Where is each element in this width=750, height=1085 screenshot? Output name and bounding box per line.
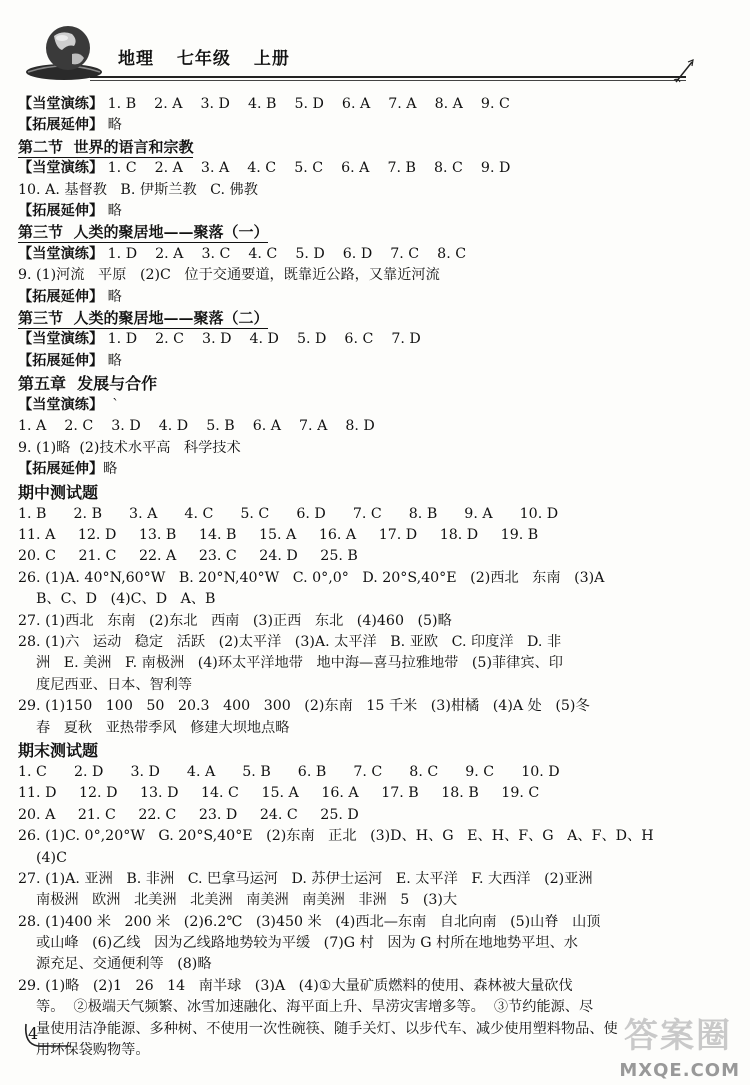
subject-label: 地理 (118, 49, 154, 69)
answer-continuation: 春 夏秋 亚热带季风 修建大坝地点略 (36, 719, 290, 736)
answer-line: 11. A 12. D 13. B 14. B 15. A 16. A 17. D 18. D 19. B (18, 527, 539, 544)
answer-text: ` (103, 397, 120, 414)
answer-text: 略 (103, 288, 122, 305)
answer-line: 11. D 12. D 13. D 14. C 15. A 16. A 17. B 18. B 19. C (18, 785, 540, 802)
answer-text: 略 (103, 461, 118, 478)
watermark-url: MXQE.COM (619, 1060, 740, 1081)
answer-continuation: 洲 E. 美洲 F. 南极洲 (4)环太平洋地带 地中海—喜马拉雅地带 (5)菲律宾、印 (36, 655, 563, 672)
answer-continuation: 量使用洁净能源、多种树、不使用一次性碗筷、随手关灯、以步代车、减少使用塑料物品、使 (36, 1020, 618, 1037)
answer-text: 略 (103, 117, 122, 134)
answer-line (18, 158, 718, 179)
answer-line (18, 329, 718, 350)
page-header (0, 0, 750, 92)
section-heading (18, 137, 718, 158)
answer-text: 1. C 2. A 3. A 4. C 5. C 6. A 7. B 8. C 9. D (103, 160, 511, 177)
answer-line: 1. C 2. D 3. D 4. A 5. B 6. B 7. C 8. C 9. C 10. D (18, 763, 560, 780)
answer-line: 9. (1)略 (2)技术水平高 科学技术 (18, 439, 241, 456)
answer-line: 27. (1)西北 东南 (2)东北 西南 (3)正西 东北 (4)460 (5)略 (18, 612, 452, 629)
answer-line (18, 395, 718, 416)
answer-tag: 【拓展延伸】 (18, 202, 104, 219)
answer-line (18, 94, 718, 115)
answer-line: 1. B 2. B 3. A 4. C 5. C 6. D 7. C 8. B 9. A 10. D (18, 505, 559, 522)
answer-continuation: B、C、D (4)C、D A、B (36, 591, 216, 608)
chapter-heading: 期末测试题 (18, 740, 99, 760)
book-title (118, 44, 306, 69)
answer-text: 1. D 2. C 3. D 4. D 5. D 6. C 7. D (103, 331, 421, 348)
answer-tag: 【拓展延伸】 (18, 288, 104, 305)
answer-line: 27. (1)A. 亚洲 B. 非洲 C. 巴拿马运河 D. 苏伊士运河 E. 太平洋 F. 大西洋 (2)亚洲 (18, 870, 593, 887)
answer-line (18, 115, 718, 136)
answer-tag: 【当堂演练】 (18, 160, 104, 177)
answer-key-body (18, 94, 718, 1061)
answer-tag: 【当堂演练】 (18, 331, 104, 348)
chapter-heading: 第五章 发展与合作 (18, 374, 158, 394)
chapter-heading: 期中测试题 (18, 482, 99, 502)
answer-line: 10. A. 基督教 B. 伊斯兰教 C. 佛教 (18, 181, 258, 198)
answer-text: 1. D 2. A 3. C 4. C 5. D 6. D 7. C 8. C (103, 245, 467, 262)
answer-line: 28. (1)六 运动 稳定 活跃 (2)太平洋 (3)A. 太平洋 B. 亚欧 C. 印度洋 D. 非 (18, 633, 562, 650)
answer-tag: 【拓展延伸】 (18, 352, 104, 369)
answer-continuation: 度尼西亚、日本、智利等 (36, 676, 193, 693)
answer-line: 26. (1)C. 0°,20°W G. 20°S,40°E (2)东南 正北 (3)D、H、G E、H、F、G A、F、D、H (18, 828, 654, 845)
page-number: 4 (28, 1024, 39, 1043)
section-heading-text: 第二节 世界的语言和宗教 (18, 137, 194, 156)
answer-line (18, 287, 718, 308)
answer-line: 29. (1)略 (2)1 26 14 南半球 (3)A (4)①大量矿质燃料的使用、森林被大量砍伐 (18, 977, 573, 994)
answer-line: 20. A 21. C 22. C 23. D 24. C 25. D (18, 806, 359, 823)
answer-line (18, 244, 718, 265)
section-heading-text: 第三节 人类的聚居地——聚落（一） (18, 223, 269, 242)
answer-tag: 【当堂演练】 (18, 397, 104, 414)
answer-tag: 【当堂演练】 (18, 245, 104, 262)
section-heading-text: 第三节 人类的聚居地——聚落（二） (18, 308, 269, 327)
answer-line: 28. (1)400 米 200 米 (2)6.2℃ (3)450 米 (4)西北—东南 自北向南 (5)山脊 山顶 (18, 913, 601, 930)
answer-line: 29. (1)150 100 50 20.3 400 300 (2)东南 15 千米 (3)柑橘 (4)A 处 (5)冬 (18, 698, 590, 715)
answer-text: 1. B 2. A 3. D 4. B 5. D 6. A 7. A 8. A 9. C (103, 96, 510, 112)
section-heading (18, 308, 718, 329)
answer-line: 1. A 2. C 3. D 4. D 5. B 6. A 7. A 8. D (18, 418, 375, 435)
answer-continuation: (4)C (36, 849, 67, 866)
watermark-logo-glyphs: 答案圈 (624, 1016, 732, 1056)
answer-continuation: 或山峰 (6)乙线 因为乙线路地势较为平缓 (7)G 村 因为 G 村所在地地势平坦、水 (36, 935, 578, 952)
answer-line: 9. (1)河流 平原 (2)C 位于交通要道，既靠近公路，又靠近河流 (18, 267, 440, 284)
answer-line (18, 459, 718, 480)
volume-label: 上册 (253, 49, 290, 69)
header-rule (90, 76, 686, 78)
section-heading (18, 222, 718, 243)
answer-continuation: 用环保袋购物等。 (36, 1042, 150, 1059)
answer-text: 略 (103, 202, 122, 219)
answer-text: 略 (103, 352, 122, 369)
answer-line (18, 351, 718, 372)
answer-continuation: 南极洲 欧洲 北美洲 北美洲 南美洲 南美洲 非洲 5 (3)大 (36, 892, 458, 909)
grade-label: 七年级 (176, 49, 231, 69)
header-rule-thin (90, 80, 686, 81)
globe-book-icon (22, 22, 104, 82)
answer-line (18, 201, 718, 222)
answer-line: 26. (1)A. 40°N,60°W B. 20°N,40°W C. 0°,0° D. 20°S,40°E (2)西北 东南 (3)A (18, 569, 605, 586)
pen-nib-icon (672, 58, 696, 86)
answer-line: 20. C 21. C 22. A 23. C 24. D 25. B (18, 548, 358, 565)
answer-tag: 【拓展延伸】 (18, 117, 104, 134)
answer-tag: 【拓展延伸】 (18, 461, 104, 478)
answer-continuation: 等。 ②极端天气频繁、冰雪加速融化、海平面上升、旱涝灾害增多等。 ③节约能源、尽 (36, 999, 594, 1016)
answer-tag: 【当堂演练】 (18, 96, 104, 112)
answer-continuation: 源充足、交通便利等 (8)略 (36, 956, 212, 973)
